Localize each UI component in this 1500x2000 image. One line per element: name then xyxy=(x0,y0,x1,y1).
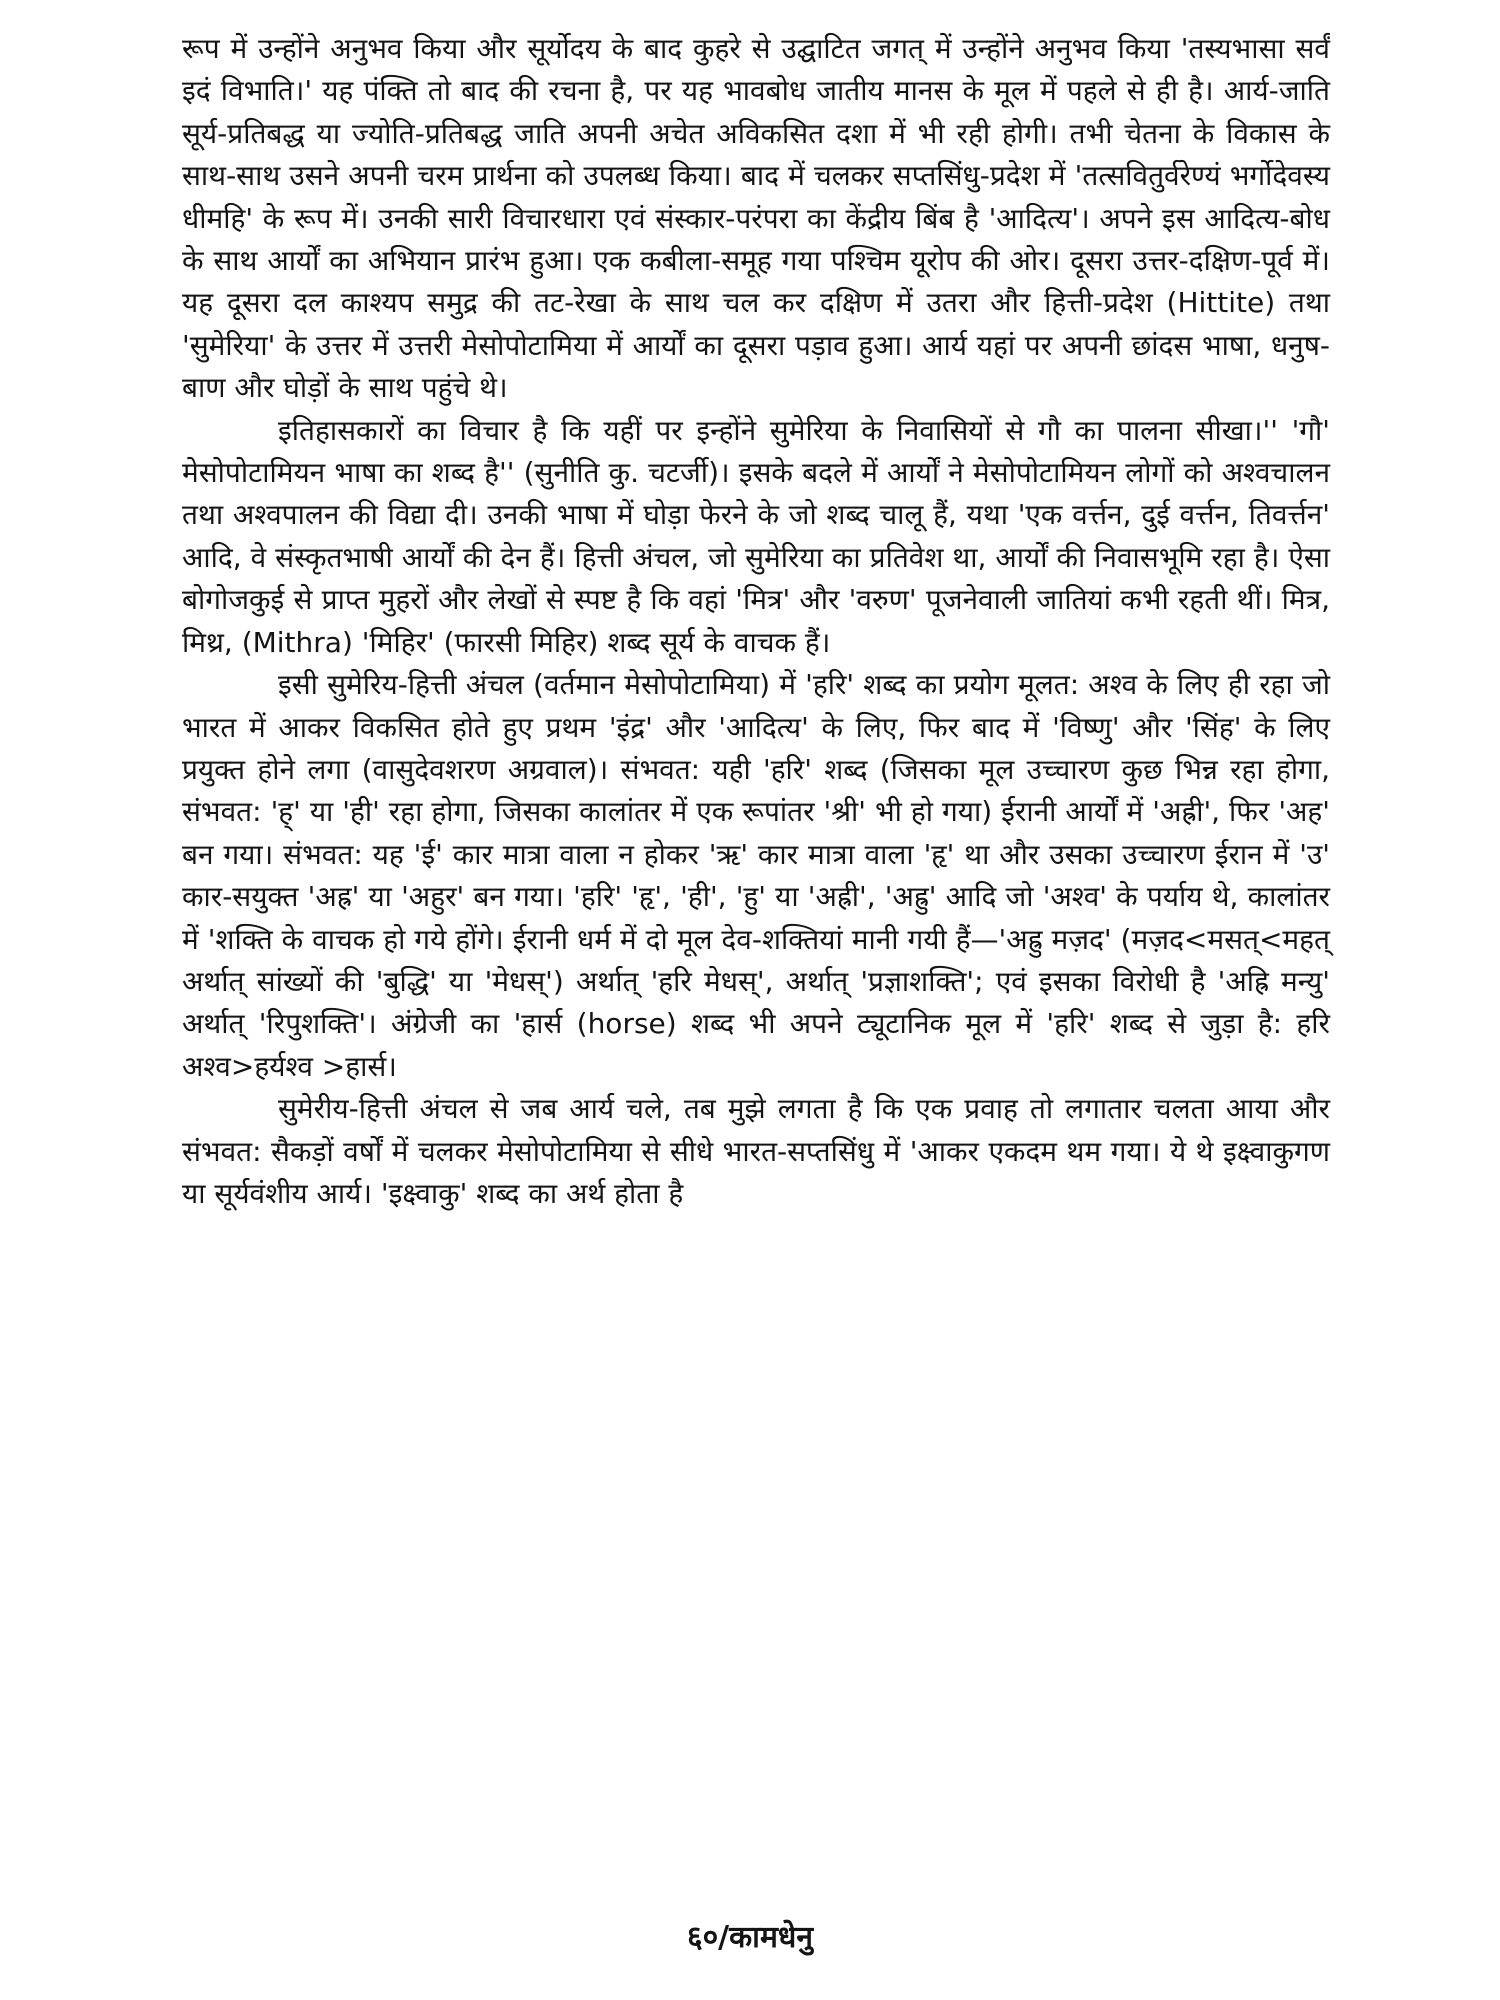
paragraph-2: इतिहासकारों का विचार है कि यहीं पर इन्होंने सुमेरिया के निवासियों से गौ का पालना सीखा।'' 'गौ' मेसोपोटामियन भाषा का शब्द है'' (सुनीति कु. चटर्जी)। इसके बदले में आर्यों ने मेसोपोटामियन लोगों को अश्वचालन तथा अश्वपालन की विद्या दी। उनकी भाषा में घोड़ा फेरने के जो शब्द चालू हैं, यथा 'एक वर्त्तन, दुई वर्त्तन, तिवर्त्तन' आदि, वे संस्कृतभाषी आर्यों की देन हैं। हित्ती अंचल, जो सुमेरिया का प्रतिवेश था, आर्यों की निवासभूमि रहा है। ऐसा बोगोजकुई से प्राप्त मुहरों और लेखों से स्पष्ट है कि वहां 'मित्र' और 'वरुण' पूजनेवाली जातियां कभी रहती थीं। मित्र, मिथ्र, (Mithra) 'मिहिर' (फारसी मिहिर) शब्द सूर्य के वाचक हैं। xyxy=(182,413,1330,659)
page-number-label: ६०/कामधेनु xyxy=(686,1920,813,1955)
page-footer xyxy=(0,1918,1500,1958)
paragraph-1: रूप में उन्होंने अनुभव किया और सूर्योदय के बाद कुहरे से उद्घाटित जगत् में उन्होंने अनुभव किया 'तस्यभासा सर्वं इदं विभाति।' यह पंक्ति तो बाद की रचना है, पर यह भावबोध जातीय मानस के मूल में पहले से ही है। आर्य-जाति सूर्य-प्रतिबद्ध या ज्योति-प्रतिबद्ध जाति अपनी अचेत अविकसित दशा में भी रही होगी। तभी चेतना के विकास के साथ-साथ उसने अपनी चरम प्रार्थना को उपलब्ध किया। बाद में चलकर सप्तसिंधु-प्रदेश में 'तत्सवितुर्वरेण्यं भर्गोदेवस्य धीमहि' के रूप में। उनकी सारी विचारधारा एवं संस्कार-परंपरा का केंद्रीय बिंब है 'आदित्य'। अपने इस आदित्य-बोध के साथ आर्यों का अभियान प्रारंभ हुआ। एक कबीला-समूह गया पश्चिम यूरोप की ओर। दूसरा उत्तर-दक्षिण-पूर्व में। यह दूसरा दल काश्यप समुद्र की तट-रेखा के साथ चल कर दक्षिण में उतरा और हित्ती-प्रदेश (Hittite) तथा 'सुमेरिया' के उत्तर में उत्तरी मेसोपोटामिया में आर्यों का दूसरा पड़ाव हुआ। आर्य यहां पर अपनी छांदस भाषा, धनुष-बाण और घोड़ों के साथ पहुंचे थे। xyxy=(182,32,1330,405)
body-text xyxy=(182,28,1330,1215)
paragraph-3: इसी सुमेरिय-हित्ती अंचल (वर्तमान मेसोपोटामिया) में 'हरि' शब्द का प्रयोग मूलत: अश्व के लिए ही रहा जो भारत में आकर विकसित होते हुए प्रथम 'इंद्र' और 'आदित्य' के लिए, फिर बाद में 'विष्णु' और 'सिंह' के लिए प्रयुक्त होने लगा (वासुदेवशरण अग्रवाल)। संभवत: यही 'हरि' शब्द (जिसका मूल उच्चारण कुछ भिन्न रहा होगा, संभवत: 'ह्' या 'ही' रहा होगा, जिसका कालांतर में एक रूपांतर 'श्री' भी हो गया) ईरानी आर्यों में 'अह्री', फिर 'अह' बन गया। संभवत: यह 'ई' कार मात्रा वाला न होकर 'ऋ' कार मात्रा वाला 'हृ' था और उसका उच्चारण ईरान में 'उ' कार-सयुक्त 'अह्र' या 'अहुर' बन गया। 'हरि' 'हृ', 'ही', 'हु' या 'अह्री', 'अह्रु' आदि जो 'अश्व' के पर्याय थे, कालांतर में 'शक्ति के वाचक हो गये होंगे। ईरानी धर्म में दो मूल देव-शक्तियां मानी गयी हैं—'अह्रु मज़द' (मज़द<मसत्<महत् अर्थात् सांख्यों की 'बुद्धि' या 'मेधस्') अर्थात् 'हरि मेधस्', अर्थात् 'प्रज्ञाशक्ति'; एवं इसका विरोधी है 'अह्रि मन्यु' अर्थात् 'रिपुशक्ति'। अंग्रेजी का 'हार्स (horse) शब्द भी अपने ट्यूटानिक मूल में 'हरि' शब्द से जुड़ा है: हरि अश्व>हर्यश्व >हार्स। xyxy=(182,668,1330,1083)
paragraph-4: सुमेरीय-हित्ती अंचल से जब आर्य चले, तब मुझे लगता है कि एक प्रवाह तो लगातार चलता आया और संभवत: सैकड़ों वर्षों में चलकर मेसोपोटामिया से सीधे भारत-सप्तसिंधु में 'आकर एकदम थम गया। ये थे इक्ष्वाकुगण या सूर्यवंशीय आर्य। 'इक्ष्वाकु' शब्द का अर्थ होता है xyxy=(182,1092,1330,1210)
